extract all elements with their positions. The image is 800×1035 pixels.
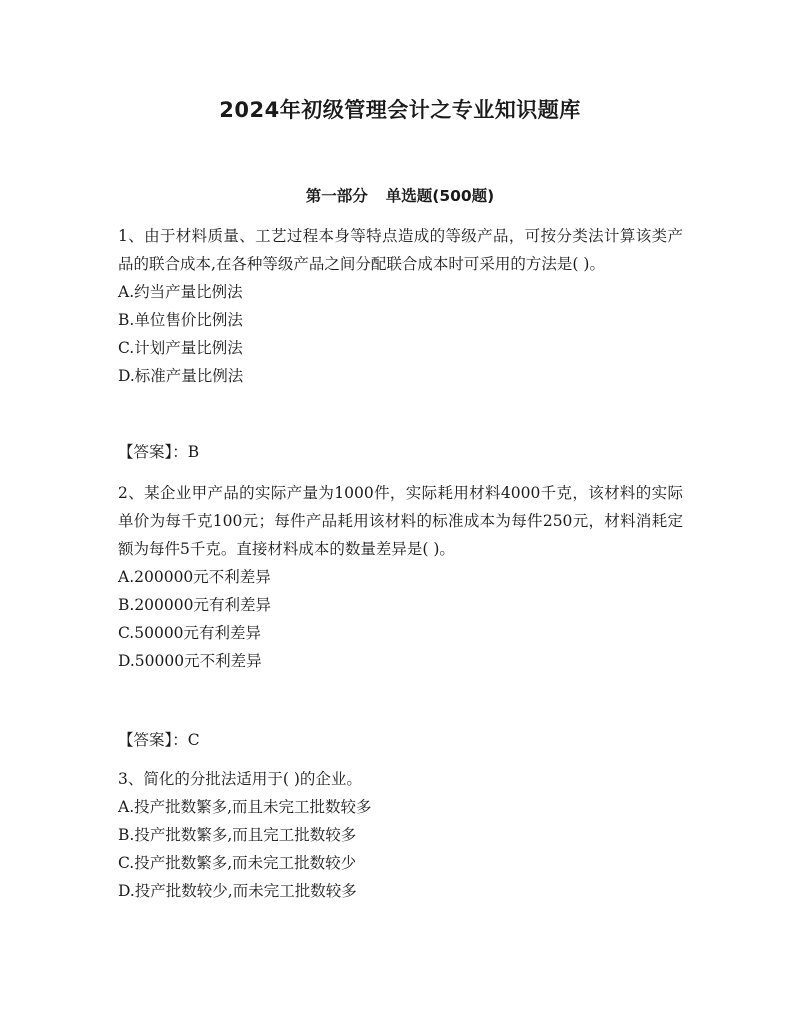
question-1 bbox=[118, 222, 683, 390]
option-d: D.50000元不利差异 bbox=[118, 652, 262, 670]
answer-2: 【答案】：C bbox=[118, 731, 200, 749]
option-d: D.投产批数较少,而未完工批数较多 bbox=[118, 882, 357, 900]
section-heading bbox=[0, 184, 800, 206]
option-b: B.投产批数繁多,而且完工批数较多 bbox=[118, 826, 357, 844]
question-stem: 2、某企业甲产品的实际产量为1000件，实际耗用材料4000千克，该材料的实际单价为每千克100元；每件产品耗用该材料的标准成本为每件250元，材料消耗定额为每件5千克。直接材料成本的数量差异是( )。 bbox=[118, 484, 683, 558]
option-a: A.投产批数繁多,而且未完工批数较多 bbox=[118, 798, 372, 816]
option-d: D.标准产量比例法 bbox=[118, 367, 244, 385]
option-b: B.单位售价比例法 bbox=[118, 311, 243, 329]
question-stem: 3、简化的分批法适用于( )的企业。 bbox=[118, 770, 362, 788]
question-stem: 1、由于材料质量、工艺过程本身等特点造成的等级产品，可按分类法计算该类产品的联合成本,在各种等级产品之间分配联合成本时可采用的方法是( )。 bbox=[118, 227, 683, 273]
option-a: A.约当产量比例法 bbox=[118, 283, 243, 301]
document-title: 2024年初级管理会计之专业知识题库 bbox=[219, 98, 581, 122]
option-c: C.计划产量比例法 bbox=[118, 339, 243, 357]
option-b: B.200000元有利差异 bbox=[118, 596, 271, 614]
option-c: C.投产批数繁多,而未完工批数较少 bbox=[118, 854, 357, 872]
section-heading-text: 单选题(500题) bbox=[385, 187, 495, 205]
question-2 bbox=[118, 479, 683, 675]
question-3 bbox=[118, 765, 683, 905]
option-a: A.200000元不利差异 bbox=[118, 568, 271, 586]
section-part-label: 第一部分 bbox=[305, 187, 368, 205]
option-c: C.50000元有利差异 bbox=[118, 624, 262, 642]
answer-1: 【答案】：B bbox=[118, 443, 200, 461]
